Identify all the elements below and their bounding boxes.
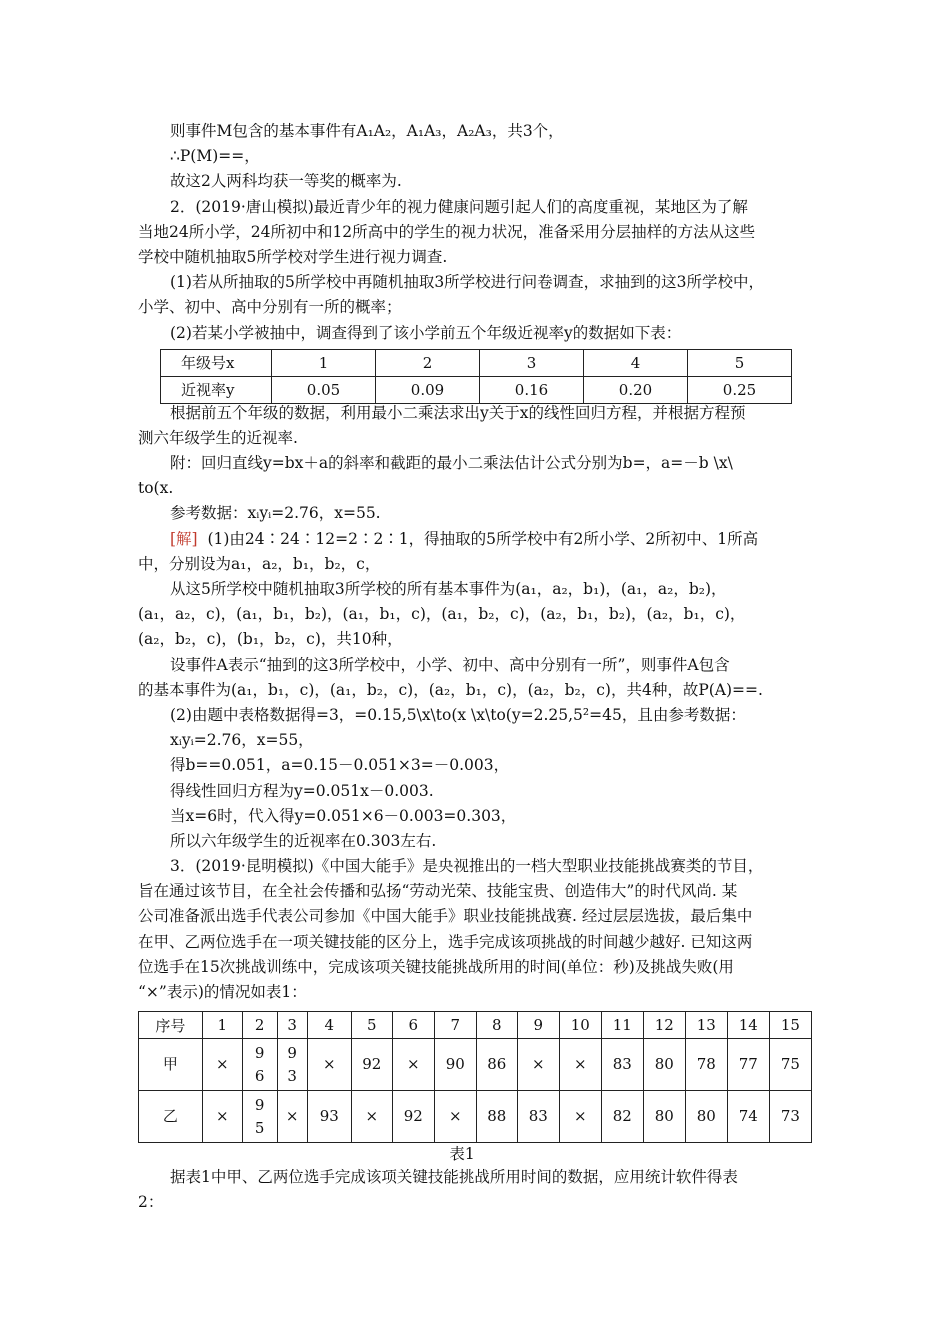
table-cell: 4	[584, 349, 688, 376]
header-cell: 5	[351, 1012, 392, 1039]
text-line: 公司准备派出选手代表公司参加《中国大能手》职业技能挑战赛. 经过层层选拔，最后集中	[138, 907, 753, 926]
header-cell: 12	[643, 1012, 685, 1039]
table-cell: 82	[601, 1091, 643, 1143]
table-cell: 75	[769, 1039, 811, 1091]
paragraph-block	[138, 401, 814, 527]
table-cell: 77	[727, 1039, 769, 1091]
header-cell: 7	[434, 1012, 476, 1039]
text-line: 从这5所学校中随机抽取3所学校的所有基本事件为(a₁，a₂，b₁)，(a₁，a₂，b₂)，	[170, 580, 727, 598]
header-cell: 1	[202, 1012, 242, 1039]
header-cell: 3	[277, 1012, 307, 1039]
table-cell: ×	[277, 1091, 307, 1143]
document-page	[138, 119, 814, 1216]
text-line: (2)若某小学被抽中，调查得到了该小学前五个年级近视率y的数据如下表：	[170, 323, 682, 342]
table-cell: 92	[392, 1091, 434, 1143]
table-cell: ×	[351, 1091, 392, 1143]
solution-text: (1)由24∶24∶12=2∶2∶1，得抽取的5所学校中有2所小学、2所初中、1所高	[197, 529, 759, 548]
table-cell: ×	[559, 1039, 601, 1091]
challenge-time-table	[138, 1011, 812, 1143]
table-cell: 78	[685, 1039, 727, 1091]
text-line: xᵢyᵢ=2.76，x=55，	[170, 731, 314, 750]
solution-tag: [解]	[170, 529, 198, 548]
table-cell: 83	[601, 1039, 643, 1091]
header-cell: 13	[685, 1012, 727, 1039]
table-row	[161, 349, 792, 376]
header-cell: 10	[559, 1012, 601, 1039]
table-cell: 83	[517, 1091, 559, 1143]
header-cell: 序号	[139, 1012, 203, 1039]
table-cell: 80	[643, 1091, 685, 1143]
text-line: 得b==0.051，a=0.15－0.051×3=－0.003，	[170, 756, 510, 775]
text-line: 测六年级学生的近视率.	[138, 428, 298, 447]
table-cell: ×	[202, 1039, 242, 1091]
text-line: (1)若从所抽取的5所学校中再随机抽取3所学校进行问卷调查，求抽到的这3所学校中，	[170, 273, 765, 292]
table-caption: 表1	[449, 1145, 475, 1164]
text-line: 小学、初中、高中分别有一所的概率；	[138, 298, 402, 317]
text-line: 设事件A表示“抽到的这3所学校中，小学、初中、高中分别有一所”，则事件A包含	[170, 655, 730, 674]
text-line: 在甲、乙两位选手在一项关键技能的区分上，选手完成该项挑战的时间越少越好. 已知这两	[138, 932, 753, 951]
text-line: 根据前五个年级的数据，利用最小二乘法求出y关于x的线性回归方程，并根据方程预	[170, 403, 746, 422]
text-line: 则事件M包含的基本事件有A₁A₂，A₁A₃，A₂A₃，共3个，	[170, 122, 564, 140]
table-header-row	[139, 1012, 812, 1039]
table-cell: 0.20	[584, 376, 688, 403]
text-line: 得线性回归方程为y=0.051x－0.003.	[170, 781, 434, 800]
text-line: 2．(2019·唐山模拟)最近青少年的视力健康问题引起人们的高度重视，某地区为了解	[170, 197, 748, 216]
table-cell: 93	[307, 1091, 351, 1143]
row-header: 近视率y	[161, 376, 272, 403]
text-line: 的基本事件为(a₁，b₁，c)，(a₁，b₂，c)，(a₂，b₁，c)，(a₂，b₂，c)，共4种，故P(A)==.	[138, 680, 763, 699]
text-line: 故这2人两科均获一等奖的概率为.	[170, 172, 402, 191]
text-line: 旨在通过该节目，在全社会传播和弘扬“劳动光荣、技能宝贵、创造伟大”的时代风尚. 某	[138, 882, 738, 901]
row-header: 乙	[139, 1091, 203, 1143]
table-cell: ×	[559, 1091, 601, 1143]
table-cell: 90	[434, 1039, 476, 1091]
paragraph-block	[138, 119, 814, 346]
table-cell: 0.25	[688, 376, 792, 403]
text-line: 当地24所小学，24所初中和12所高中的学生的视力状况，准备采用分层抽样的方法从这些	[138, 222, 756, 241]
paragraph-block	[138, 552, 814, 1005]
table-cell: 9 6	[242, 1039, 277, 1091]
table-cell: ×	[307, 1039, 351, 1091]
table-cell: 73	[769, 1091, 811, 1143]
text-line: 所以六年级学生的近视率在0.303左右.	[170, 831, 437, 850]
header-cell: 6	[392, 1012, 434, 1039]
text-line: 当x=6时，代入得y=0.051×6－0.003=0.303，	[170, 806, 517, 825]
table-cell: 80	[685, 1091, 727, 1143]
text-line: 中，分别设为a₁，a₂，b₁，b₂，c，	[138, 554, 381, 573]
table-cell: 9 3	[277, 1039, 307, 1091]
paragraph-block	[138, 1165, 814, 1215]
table-cell: 86	[476, 1039, 517, 1091]
text-line: to(x.	[138, 479, 174, 498]
text-line: 位选手在15次挑战训练中，完成该项关键技能挑战所用的时间(单位：秒)及挑战失败(用	[138, 957, 734, 976]
myopia-rate-table	[160, 349, 792, 404]
table-cell: 74	[727, 1091, 769, 1143]
table-cell: 2	[376, 349, 480, 376]
text-line: 学校中随机抽取5所学校对学生进行视力调查.	[138, 247, 448, 266]
text-line: 2：	[138, 1193, 164, 1212]
text-line: (2)由题中表格数据得=3，=0.15,5\x\to(x \x\to(y=2.25,5²=45，且由参考数据：	[170, 705, 746, 724]
text-line: ∴P(M)==，	[170, 147, 260, 166]
header-cell: 4	[307, 1012, 351, 1039]
table-cell: 0.09	[376, 376, 480, 403]
row-header: 甲	[139, 1039, 203, 1091]
solution-line	[138, 527, 814, 552]
table-cell: 0.16	[480, 376, 584, 403]
table-row	[139, 1039, 812, 1091]
table-cell: 5	[688, 349, 792, 376]
table-cell: ×	[517, 1039, 559, 1091]
table-cell: 0.05	[272, 376, 376, 403]
text-line: 参考数据：xᵢyᵢ=2.76，x=55.	[170, 504, 381, 523]
header-cell: 14	[727, 1012, 769, 1039]
header-cell: 11	[601, 1012, 643, 1039]
header-cell: 9	[517, 1012, 559, 1039]
table-cell: 80	[643, 1039, 685, 1091]
text-line: (a₁，a₂，c)，(a₁，b₁，b₂)，(a₁，b₁，c)，(a₁，b₂，c)，(a₂，b₁，b₂)，(a₂，b₁，c)，	[138, 605, 746, 624]
text-line: “×”表示)的情况如表1：	[138, 983, 307, 1001]
table-cell: 9 5	[242, 1091, 277, 1143]
row-header: 年级号x	[161, 349, 272, 376]
table-cell: 88	[476, 1091, 517, 1143]
header-cell: 8	[476, 1012, 517, 1039]
table-cell: 92	[351, 1039, 392, 1091]
text-line: 附：回归直线y=bx＋a的斜率和截距的最小二乘法估计公式分别为b=，a=－b \x\	[170, 454, 733, 473]
table-cell: ×	[392, 1039, 434, 1091]
table-row	[161, 376, 792, 403]
header-cell: 2	[242, 1012, 277, 1039]
table-cell: ×	[202, 1091, 242, 1143]
text-line: 据表1中甲、乙两位选手完成该项关键技能挑战所用时间的数据，应用统计软件得表	[170, 1168, 738, 1187]
table-cell: 1	[272, 349, 376, 376]
table-cell: ×	[434, 1091, 476, 1143]
header-cell: 15	[769, 1012, 811, 1039]
text-line: 3．(2019·昆明模拟)《中国大能手》是央视推出的一档大型职业技能挑战赛类的节目，	[170, 857, 764, 876]
table-cell: 3	[480, 349, 584, 376]
text-line: (a₂，b₂，c)，(b₁，b₂，c)，共10种，	[138, 630, 403, 649]
table-row	[139, 1091, 812, 1143]
